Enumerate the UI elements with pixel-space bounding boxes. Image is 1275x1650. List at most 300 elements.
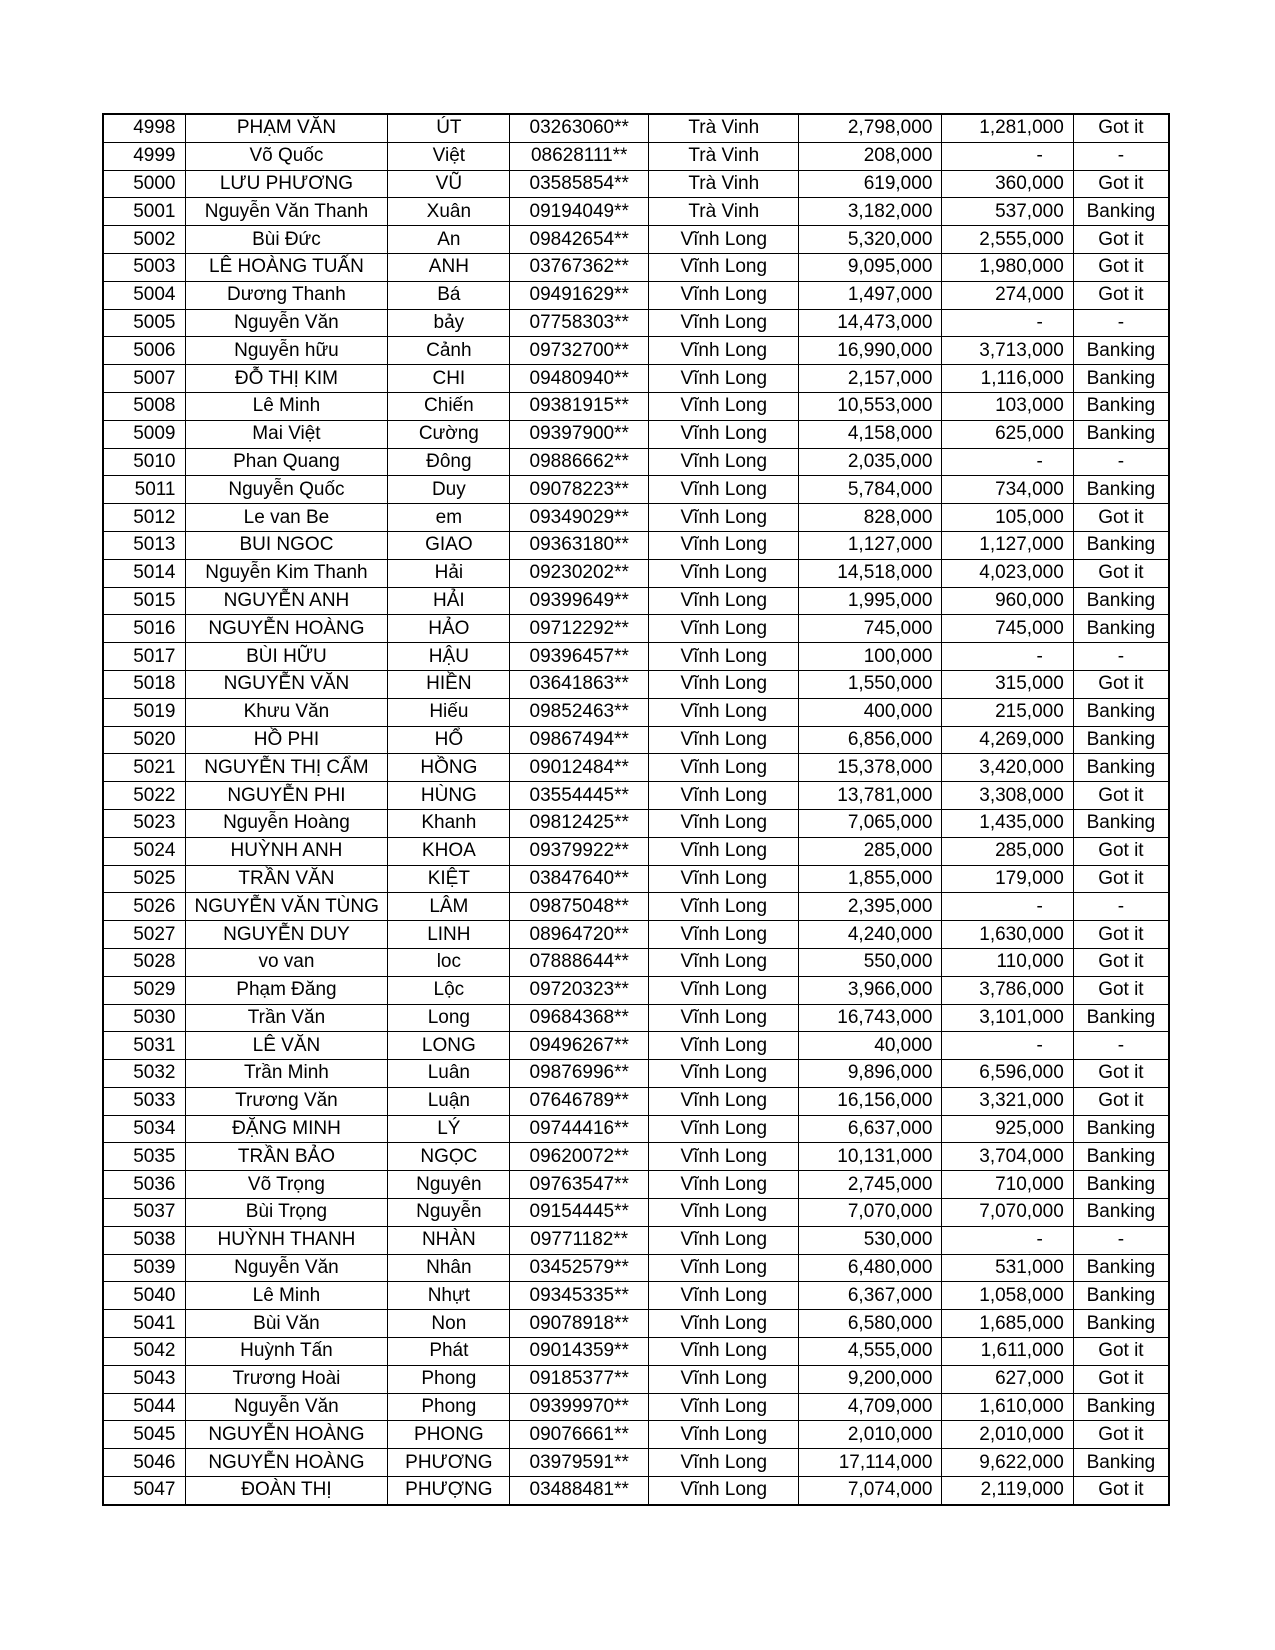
table-row bbox=[103, 587, 1169, 615]
province-cell: Vĩnh Long bbox=[649, 337, 799, 365]
table-row bbox=[103, 1365, 1169, 1393]
phone-number-cell: 09763547** bbox=[510, 1171, 649, 1199]
amount-cell: 1,855,000 bbox=[799, 865, 942, 893]
province-cell: Vĩnh Long bbox=[649, 1310, 799, 1338]
phone-number-cell: 09812425** bbox=[510, 809, 649, 837]
province-cell: Vĩnh Long bbox=[649, 615, 799, 643]
phone-number-cell: 09349029** bbox=[510, 504, 649, 532]
paid-amount-cell: 710,000 bbox=[942, 1171, 1073, 1199]
table-row bbox=[103, 893, 1169, 921]
paid-amount-cell: 625,000 bbox=[942, 420, 1073, 448]
row-id-cell: 5035 bbox=[103, 1143, 185, 1171]
paid-amount-cell: 960,000 bbox=[942, 587, 1073, 615]
phone-number-cell: 03554445** bbox=[510, 782, 649, 810]
amount-cell: 10,553,000 bbox=[799, 392, 942, 420]
table-body bbox=[103, 114, 1169, 1505]
payment-method-cell: Got it bbox=[1073, 670, 1169, 698]
paid-amount-cell: 1,435,000 bbox=[942, 809, 1073, 837]
payment-method-cell: Got it bbox=[1073, 504, 1169, 532]
phone-number-cell: 03847640** bbox=[510, 865, 649, 893]
paid-amount-cell: 315,000 bbox=[942, 670, 1073, 698]
province-cell: Vĩnh Long bbox=[649, 392, 799, 420]
province-cell: Vĩnh Long bbox=[649, 948, 799, 976]
row-id-cell: 5034 bbox=[103, 1115, 185, 1143]
row-id-cell: 5013 bbox=[103, 531, 185, 559]
paid-amount-cell: 3,713,000 bbox=[942, 337, 1073, 365]
table-row bbox=[103, 1143, 1169, 1171]
row-id-cell: 5045 bbox=[103, 1421, 185, 1449]
first-name-cell: CHI bbox=[388, 365, 510, 393]
last-name-cell: LƯU PHƯƠNG bbox=[185, 170, 388, 198]
payment-method-cell: - bbox=[1073, 309, 1169, 337]
phone-number-cell: 08964720** bbox=[510, 921, 649, 949]
paid-amount-cell: - bbox=[942, 1226, 1073, 1254]
first-name-cell: Cảnh bbox=[388, 337, 510, 365]
payment-method-cell: Banking bbox=[1073, 365, 1169, 393]
row-id-cell: 5026 bbox=[103, 893, 185, 921]
province-cell: Vĩnh Long bbox=[649, 782, 799, 810]
province-cell: Vĩnh Long bbox=[649, 643, 799, 671]
first-name-cell: Khanh bbox=[388, 809, 510, 837]
row-id-cell: 5025 bbox=[103, 865, 185, 893]
phone-number-cell: 09744416** bbox=[510, 1115, 649, 1143]
payment-method-cell: Banking bbox=[1073, 809, 1169, 837]
last-name-cell: TRẦN BẢO bbox=[185, 1143, 388, 1171]
row-id-cell: 5041 bbox=[103, 1310, 185, 1338]
row-id-cell: 5027 bbox=[103, 921, 185, 949]
row-id-cell: 5005 bbox=[103, 309, 185, 337]
table-row bbox=[103, 476, 1169, 504]
first-name-cell: Đông bbox=[388, 448, 510, 476]
province-cell: Vĩnh Long bbox=[649, 1421, 799, 1449]
phone-number-cell: 09078918** bbox=[510, 1310, 649, 1338]
province-cell: Trà Vinh bbox=[649, 114, 799, 142]
last-name-cell: Nguyễn hữu bbox=[185, 337, 388, 365]
paid-amount-cell: 7,070,000 bbox=[942, 1199, 1073, 1227]
payment-method-cell: Got it bbox=[1073, 1421, 1169, 1449]
payment-method-cell: Banking bbox=[1073, 1393, 1169, 1421]
phone-number-cell: 09684368** bbox=[510, 1004, 649, 1032]
row-id-cell: 5040 bbox=[103, 1282, 185, 1310]
last-name-cell: Nguyễn Hoàng bbox=[185, 809, 388, 837]
last-name-cell: Nguyễn Văn bbox=[185, 309, 388, 337]
payment-method-cell: Got it bbox=[1073, 281, 1169, 309]
phone-number-cell: 09014359** bbox=[510, 1338, 649, 1366]
first-name-cell: Non bbox=[388, 1310, 510, 1338]
table-row bbox=[103, 253, 1169, 281]
table-row bbox=[103, 1421, 1169, 1449]
amount-cell: 3,966,000 bbox=[799, 976, 942, 1004]
first-name-cell: NHÀN bbox=[388, 1226, 510, 1254]
paid-amount-cell: 9,622,000 bbox=[942, 1449, 1073, 1477]
phone-number-cell: 09886662** bbox=[510, 448, 649, 476]
paid-amount-cell: 4,269,000 bbox=[942, 726, 1073, 754]
payment-method-cell: Got it bbox=[1073, 114, 1169, 142]
phone-number-cell: 03979591** bbox=[510, 1449, 649, 1477]
last-name-cell: Bùi Đức bbox=[185, 226, 388, 254]
first-name-cell: LONG bbox=[388, 1032, 510, 1060]
first-name-cell: HỔ bbox=[388, 726, 510, 754]
table-row bbox=[103, 643, 1169, 671]
paid-amount-cell: 3,420,000 bbox=[942, 754, 1073, 782]
row-id-cell: 5017 bbox=[103, 643, 185, 671]
province-cell: Vĩnh Long bbox=[649, 504, 799, 532]
table-row bbox=[103, 1032, 1169, 1060]
table-row bbox=[103, 976, 1169, 1004]
first-name-cell: VŨ bbox=[388, 170, 510, 198]
amount-cell: 2,010,000 bbox=[799, 1421, 942, 1449]
paid-amount-cell: 4,023,000 bbox=[942, 559, 1073, 587]
amount-cell: 6,637,000 bbox=[799, 1115, 942, 1143]
table-row bbox=[103, 226, 1169, 254]
last-name-cell: Huỳnh Tấn bbox=[185, 1338, 388, 1366]
last-name-cell: Mai Việt bbox=[185, 420, 388, 448]
amount-cell: 10,131,000 bbox=[799, 1143, 942, 1171]
phone-number-cell: 09480940** bbox=[510, 365, 649, 393]
payment-method-cell: Got it bbox=[1073, 1087, 1169, 1115]
phone-number-cell: 07758303** bbox=[510, 309, 649, 337]
row-id-cell: 5046 bbox=[103, 1449, 185, 1477]
province-cell: Vĩnh Long bbox=[649, 253, 799, 281]
row-id-cell: 5006 bbox=[103, 337, 185, 365]
row-id-cell: 5000 bbox=[103, 170, 185, 198]
amount-cell: 400,000 bbox=[799, 698, 942, 726]
row-id-cell: 5022 bbox=[103, 782, 185, 810]
amount-cell: 6,480,000 bbox=[799, 1254, 942, 1282]
first-name-cell: Xuân bbox=[388, 198, 510, 226]
table-row bbox=[103, 809, 1169, 837]
table-row bbox=[103, 420, 1169, 448]
payment-method-cell: Banking bbox=[1073, 615, 1169, 643]
paid-amount-cell: - bbox=[942, 893, 1073, 921]
payment-method-cell: Banking bbox=[1073, 531, 1169, 559]
row-id-cell: 5023 bbox=[103, 809, 185, 837]
province-cell: Vĩnh Long bbox=[649, 1254, 799, 1282]
phone-number-cell: 09154445** bbox=[510, 1199, 649, 1227]
paid-amount-cell: 537,000 bbox=[942, 198, 1073, 226]
paid-amount-cell: 1,610,000 bbox=[942, 1393, 1073, 1421]
first-name-cell: KIỆT bbox=[388, 865, 510, 893]
row-id-cell: 5009 bbox=[103, 420, 185, 448]
payment-method-cell: Banking bbox=[1073, 698, 1169, 726]
phone-number-cell: 09852463** bbox=[510, 698, 649, 726]
payment-method-cell: - bbox=[1073, 448, 1169, 476]
row-id-cell: 4999 bbox=[103, 142, 185, 170]
payment-method-cell: Got it bbox=[1073, 559, 1169, 587]
amount-cell: 15,378,000 bbox=[799, 754, 942, 782]
row-id-cell: 5032 bbox=[103, 1060, 185, 1088]
paid-amount-cell: 3,786,000 bbox=[942, 976, 1073, 1004]
phone-number-cell: 09381915** bbox=[510, 392, 649, 420]
paid-amount-cell: 1,685,000 bbox=[942, 1310, 1073, 1338]
table-row bbox=[103, 531, 1169, 559]
payment-method-cell: Banking bbox=[1073, 1449, 1169, 1477]
paid-amount-cell: 6,596,000 bbox=[942, 1060, 1073, 1088]
payment-method-cell: Banking bbox=[1073, 1171, 1169, 1199]
province-cell: Vĩnh Long bbox=[649, 921, 799, 949]
table-row bbox=[103, 1199, 1169, 1227]
payment-method-cell: Banking bbox=[1073, 476, 1169, 504]
last-name-cell: Bùi Trọng bbox=[185, 1199, 388, 1227]
phone-number-cell: 09496267** bbox=[510, 1032, 649, 1060]
first-name-cell: Nhựt bbox=[388, 1282, 510, 1310]
table-row bbox=[103, 309, 1169, 337]
table-row bbox=[103, 1087, 1169, 1115]
table-row bbox=[103, 170, 1169, 198]
row-id-cell: 4998 bbox=[103, 114, 185, 142]
province-cell: Vĩnh Long bbox=[649, 837, 799, 865]
phone-number-cell: 03641863** bbox=[510, 670, 649, 698]
province-cell: Vĩnh Long bbox=[649, 1199, 799, 1227]
paid-amount-cell: - bbox=[942, 142, 1073, 170]
paid-amount-cell: 734,000 bbox=[942, 476, 1073, 504]
row-id-cell: 5029 bbox=[103, 976, 185, 1004]
last-name-cell: NGUYỄN PHI bbox=[185, 782, 388, 810]
amount-cell: 4,158,000 bbox=[799, 420, 942, 448]
paid-amount-cell: 360,000 bbox=[942, 170, 1073, 198]
table-row bbox=[103, 782, 1169, 810]
last-name-cell: HUỲNH ANH bbox=[185, 837, 388, 865]
table-row bbox=[103, 670, 1169, 698]
amount-cell: 7,065,000 bbox=[799, 809, 942, 837]
table-row bbox=[103, 698, 1169, 726]
row-id-cell: 5030 bbox=[103, 1004, 185, 1032]
last-name-cell: Dương Thanh bbox=[185, 281, 388, 309]
province-cell: Vĩnh Long bbox=[649, 1393, 799, 1421]
amount-cell: 6,367,000 bbox=[799, 1282, 942, 1310]
phone-number-cell: 07646789** bbox=[510, 1087, 649, 1115]
table-row bbox=[103, 392, 1169, 420]
last-name-cell: vo van bbox=[185, 948, 388, 976]
row-id-cell: 5004 bbox=[103, 281, 185, 309]
payment-method-cell: Got it bbox=[1073, 1477, 1169, 1505]
last-name-cell: NGUYỄN DUY bbox=[185, 921, 388, 949]
paid-amount-cell: 1,281,000 bbox=[942, 114, 1073, 142]
first-name-cell: LINH bbox=[388, 921, 510, 949]
province-cell: Vĩnh Long bbox=[649, 1143, 799, 1171]
phone-number-cell: 09876996** bbox=[510, 1060, 649, 1088]
province-cell: Vĩnh Long bbox=[649, 809, 799, 837]
amount-cell: 619,000 bbox=[799, 170, 942, 198]
table-row bbox=[103, 1449, 1169, 1477]
last-name-cell: Võ Trọng bbox=[185, 1171, 388, 1199]
payment-method-cell: Banking bbox=[1073, 1143, 1169, 1171]
province-cell: Vĩnh Long bbox=[649, 1226, 799, 1254]
last-name-cell: LÊ HOÀNG TUẤN bbox=[185, 253, 388, 281]
province-cell: Vĩnh Long bbox=[649, 670, 799, 698]
province-cell: Vĩnh Long bbox=[649, 726, 799, 754]
payment-method-cell: Got it bbox=[1073, 253, 1169, 281]
first-name-cell: HỒNG bbox=[388, 754, 510, 782]
first-name-cell: Chiến bbox=[388, 392, 510, 420]
last-name-cell: NGUYỄN ANH bbox=[185, 587, 388, 615]
phone-number-cell: 09875048** bbox=[510, 893, 649, 921]
paid-amount-cell: - bbox=[942, 309, 1073, 337]
province-cell: Vĩnh Long bbox=[649, 1282, 799, 1310]
paid-amount-cell: 2,010,000 bbox=[942, 1421, 1073, 1449]
last-name-cell: Trần Văn bbox=[185, 1004, 388, 1032]
table-row bbox=[103, 281, 1169, 309]
last-name-cell: Bùi Văn bbox=[185, 1310, 388, 1338]
province-cell: Vĩnh Long bbox=[649, 1365, 799, 1393]
paid-amount-cell: - bbox=[942, 1032, 1073, 1060]
phone-number-cell: 09867494** bbox=[510, 726, 649, 754]
province-cell: Vĩnh Long bbox=[649, 1032, 799, 1060]
first-name-cell: PHONG bbox=[388, 1421, 510, 1449]
province-cell: Vĩnh Long bbox=[649, 309, 799, 337]
phone-number-cell: 09842654** bbox=[510, 226, 649, 254]
payment-method-cell: Got it bbox=[1073, 948, 1169, 976]
phone-number-cell: 09076661** bbox=[510, 1421, 649, 1449]
phone-number-cell: 09363180** bbox=[510, 531, 649, 559]
table-row bbox=[103, 1310, 1169, 1338]
payment-method-cell: Banking bbox=[1073, 1310, 1169, 1338]
table-row bbox=[103, 948, 1169, 976]
first-name-cell: LÝ bbox=[388, 1115, 510, 1143]
last-name-cell: NGUYỄN HOÀNG bbox=[185, 615, 388, 643]
province-cell: Vĩnh Long bbox=[649, 448, 799, 476]
amount-cell: 5,784,000 bbox=[799, 476, 942, 504]
first-name-cell: NGỌC bbox=[388, 1143, 510, 1171]
payment-method-cell: Banking bbox=[1073, 587, 1169, 615]
last-name-cell: Nguyễn Văn bbox=[185, 1393, 388, 1421]
amount-cell: 208,000 bbox=[799, 142, 942, 170]
last-name-cell: ĐOÀN THỊ bbox=[185, 1477, 388, 1505]
amount-cell: 1,127,000 bbox=[799, 531, 942, 559]
first-name-cell: Long bbox=[388, 1004, 510, 1032]
row-id-cell: 5042 bbox=[103, 1338, 185, 1366]
row-id-cell: 5033 bbox=[103, 1087, 185, 1115]
province-cell: Vĩnh Long bbox=[649, 587, 799, 615]
row-id-cell: 5001 bbox=[103, 198, 185, 226]
row-id-cell: 5003 bbox=[103, 253, 185, 281]
payment-method-cell: Got it bbox=[1073, 1338, 1169, 1366]
table-row bbox=[103, 114, 1169, 142]
amount-cell: 3,182,000 bbox=[799, 198, 942, 226]
phone-number-cell: 03452579** bbox=[510, 1254, 649, 1282]
amount-cell: 6,856,000 bbox=[799, 726, 942, 754]
province-cell: Vĩnh Long bbox=[649, 1004, 799, 1032]
amount-cell: 2,745,000 bbox=[799, 1171, 942, 1199]
province-cell: Vĩnh Long bbox=[649, 865, 799, 893]
phone-number-cell: 03767362** bbox=[510, 253, 649, 281]
phone-number-cell: 09620072** bbox=[510, 1143, 649, 1171]
last-name-cell: NGUYỄN THỊ CẨM bbox=[185, 754, 388, 782]
phone-number-cell: 09345335** bbox=[510, 1282, 649, 1310]
row-id-cell: 5039 bbox=[103, 1254, 185, 1282]
province-cell: Vĩnh Long bbox=[649, 1338, 799, 1366]
table-row bbox=[103, 198, 1169, 226]
row-id-cell: 5018 bbox=[103, 670, 185, 698]
last-name-cell: HUỲNH THANH bbox=[185, 1226, 388, 1254]
province-cell: Trà Vinh bbox=[649, 170, 799, 198]
payment-method-cell: Banking bbox=[1073, 198, 1169, 226]
amount-cell: 5,320,000 bbox=[799, 226, 942, 254]
row-id-cell: 5014 bbox=[103, 559, 185, 587]
payment-method-cell: Got it bbox=[1073, 1060, 1169, 1088]
paid-amount-cell: - bbox=[942, 643, 1073, 671]
row-id-cell: 5019 bbox=[103, 698, 185, 726]
paid-amount-cell: 1,630,000 bbox=[942, 921, 1073, 949]
last-name-cell: TRẦN VĂN bbox=[185, 865, 388, 893]
province-cell: Vĩnh Long bbox=[649, 365, 799, 393]
last-name-cell: Trần Minh bbox=[185, 1060, 388, 1088]
province-cell: Vĩnh Long bbox=[649, 531, 799, 559]
table-row bbox=[103, 1226, 1169, 1254]
phone-number-cell: 09230202** bbox=[510, 559, 649, 587]
last-name-cell: ĐỖ THỊ KIM bbox=[185, 365, 388, 393]
amount-cell: 2,395,000 bbox=[799, 893, 942, 921]
row-id-cell: 5047 bbox=[103, 1477, 185, 1505]
payment-method-cell: Banking bbox=[1073, 754, 1169, 782]
phone-number-cell: 09491629** bbox=[510, 281, 649, 309]
phone-number-cell: 09078223** bbox=[510, 476, 649, 504]
first-name-cell: An bbox=[388, 226, 510, 254]
first-name-cell: Lộc bbox=[388, 976, 510, 1004]
phone-number-cell: 03488481** bbox=[510, 1477, 649, 1505]
first-name-cell: Nhân bbox=[388, 1254, 510, 1282]
amount-cell: 14,473,000 bbox=[799, 309, 942, 337]
first-name-cell: loc bbox=[388, 948, 510, 976]
first-name-cell: Bá bbox=[388, 281, 510, 309]
amount-cell: 745,000 bbox=[799, 615, 942, 643]
province-cell: Vĩnh Long bbox=[649, 1115, 799, 1143]
first-name-cell: KHOA bbox=[388, 837, 510, 865]
paid-amount-cell: 215,000 bbox=[942, 698, 1073, 726]
payment-method-cell: Banking bbox=[1073, 1254, 1169, 1282]
table-row bbox=[103, 504, 1169, 532]
last-name-cell: Nguyễn Văn bbox=[185, 1254, 388, 1282]
last-name-cell: BÙI HỮU bbox=[185, 643, 388, 671]
amount-cell: 4,240,000 bbox=[799, 921, 942, 949]
last-name-cell: Nguyễn Văn Thanh bbox=[185, 198, 388, 226]
last-name-cell: ĐẶNG MINH bbox=[185, 1115, 388, 1143]
first-name-cell: Phong bbox=[388, 1393, 510, 1421]
table-row bbox=[103, 615, 1169, 643]
last-name-cell: NGUYỄN HOÀNG bbox=[185, 1421, 388, 1449]
row-id-cell: 5036 bbox=[103, 1171, 185, 1199]
amount-cell: 6,580,000 bbox=[799, 1310, 942, 1338]
province-cell: Vĩnh Long bbox=[649, 559, 799, 587]
last-name-cell: Trương Văn bbox=[185, 1087, 388, 1115]
paid-amount-cell: 627,000 bbox=[942, 1365, 1073, 1393]
paid-amount-cell: 531,000 bbox=[942, 1254, 1073, 1282]
table-row bbox=[103, 1060, 1169, 1088]
paid-amount-cell: 1,611,000 bbox=[942, 1338, 1073, 1366]
amount-cell: 7,074,000 bbox=[799, 1477, 942, 1505]
amount-cell: 16,743,000 bbox=[799, 1004, 942, 1032]
amount-cell: 828,000 bbox=[799, 504, 942, 532]
amount-cell: 9,896,000 bbox=[799, 1060, 942, 1088]
table-row bbox=[103, 754, 1169, 782]
amount-cell: 40,000 bbox=[799, 1032, 942, 1060]
last-name-cell: Trương Hoài bbox=[185, 1365, 388, 1393]
last-name-cell: PHẠM VĂN bbox=[185, 114, 388, 142]
paid-amount-cell: 2,555,000 bbox=[942, 226, 1073, 254]
last-name-cell: NGUYỄN VĂN TÙNG bbox=[185, 893, 388, 921]
row-id-cell: 5010 bbox=[103, 448, 185, 476]
amount-cell: 100,000 bbox=[799, 643, 942, 671]
first-name-cell: HẢI bbox=[388, 587, 510, 615]
table-row bbox=[103, 448, 1169, 476]
table-row bbox=[103, 1338, 1169, 1366]
payment-method-cell: Banking bbox=[1073, 392, 1169, 420]
paid-amount-cell: 2,119,000 bbox=[942, 1477, 1073, 1505]
last-name-cell: Nguyễn Quốc bbox=[185, 476, 388, 504]
province-cell: Trà Vinh bbox=[649, 198, 799, 226]
row-id-cell: 5008 bbox=[103, 392, 185, 420]
paid-amount-cell: 3,321,000 bbox=[942, 1087, 1073, 1115]
